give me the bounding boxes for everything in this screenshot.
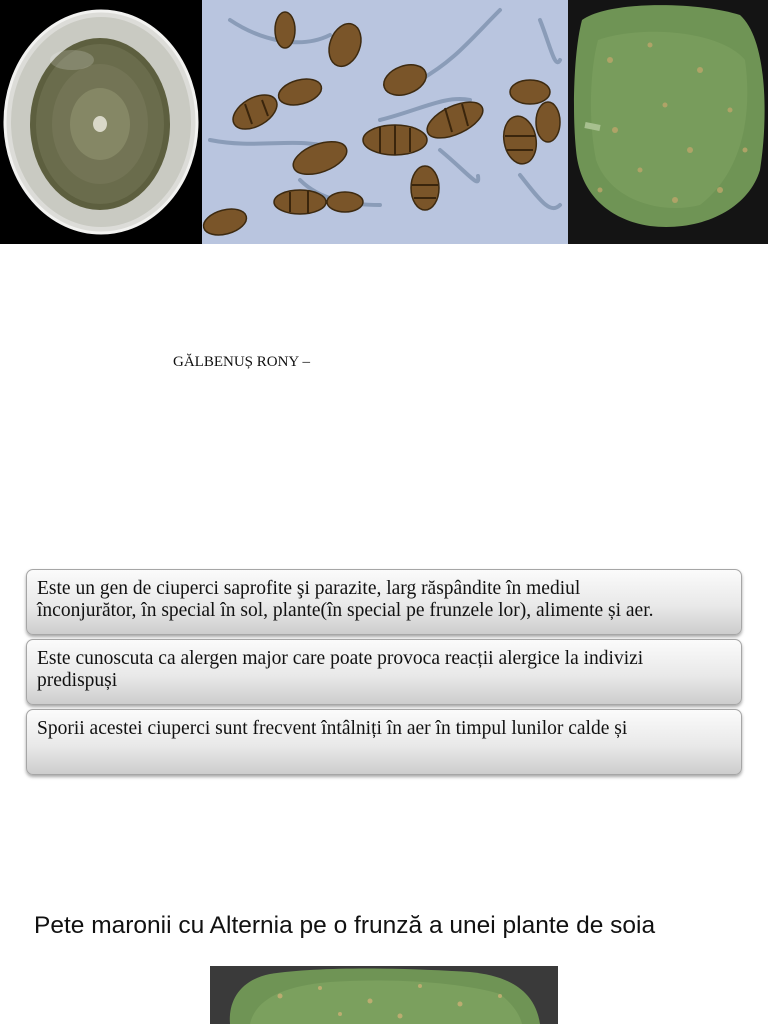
info-box-2-line-1: Este cunoscuta ca alergen major care poate provoca reacții alergice la indivizi [37, 648, 644, 669]
info-box-2 [26, 639, 742, 705]
microscope-spores-image [201, 0, 568, 244]
info-box-3-line-1: Sporii acestei ciuperci sunt frecvent întâlniți în aer în timpul lunilor calde și [37, 718, 628, 739]
info-box-3 [26, 709, 742, 775]
author-name: GĂLBENUȘ RONY – [173, 354, 310, 370]
info-box-1-line-2: înconjurător, în special în sol, plante(în special pe frunzele lor), alimente și aer. [37, 600, 654, 621]
info-box-1 [26, 569, 742, 635]
bottom-leaf-image [210, 966, 558, 1024]
leaf-caption: Pete maronii cu Alternia pe o frunză a unei plante de soia [34, 912, 656, 939]
info-box-2-line-2: predispuși [37, 670, 118, 691]
top-image-banner [0, 0, 768, 244]
info-box-1-line-1: Este un gen de ciuperci saprofite şi parazite, larg răspândite în mediul [37, 578, 581, 599]
infected-leaf-image [568, 0, 768, 244]
petri-dish-image [0, 0, 202, 244]
